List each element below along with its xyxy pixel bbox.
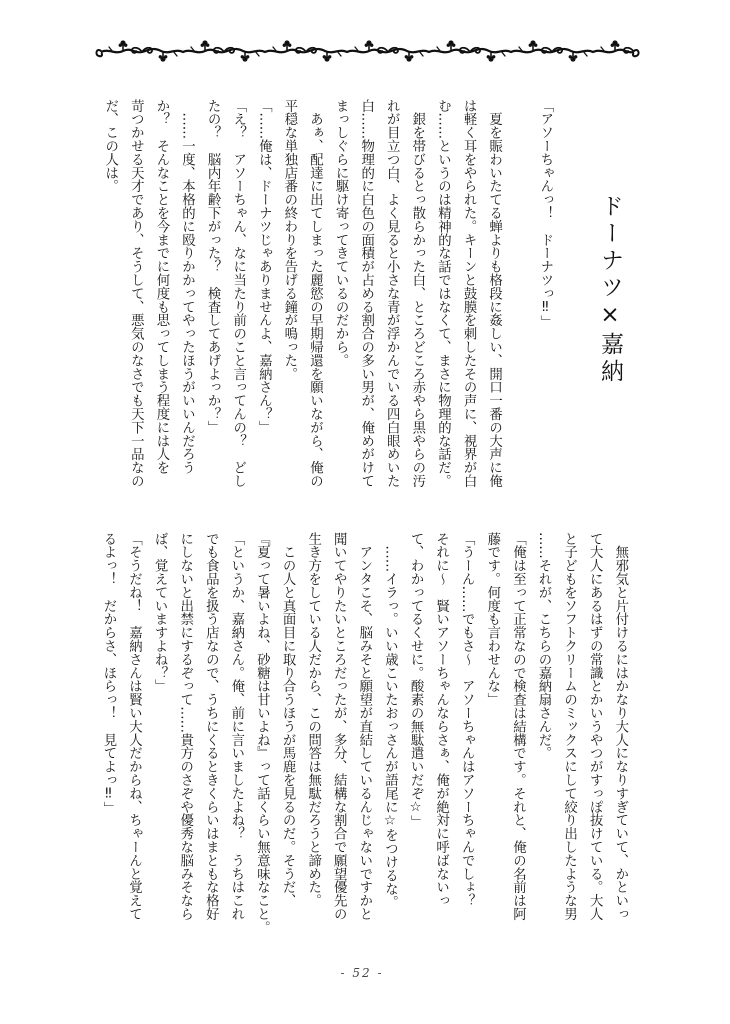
- text-column: 夏を賑わいたてる蝉よりも格段に姦しい、開口一番の大声に俺: [486, 99, 502, 488]
- text-column: 「というか、嘉納さん。俺、前に言いましたよね？ うちはこれ: [228, 532, 244, 921]
- text-column: ……それが、こちらの嘉納扇さんだ。: [536, 532, 551, 760]
- text-column-blank: [507, 99, 533, 499]
- text-column: 白……物理的に白色の面積が占める割合の多い男が、俺めがけて: [358, 99, 374, 488]
- text-column: て大人にあるはずの常識とかいうやつがすっぽ抜けている。大人: [587, 532, 603, 921]
- text-column: ……一度、本格的に殴りかかってやったほうがいいんだろう: [179, 99, 195, 475]
- text-column: ……イラっ。いい歳こいたおっさんが語尾に☆をつけるな。: [382, 532, 398, 909]
- lower-text-section: [95, 532, 633, 932]
- text-column: 聞いてやりたいところだったが、多分、結構な割合で願望優先の: [331, 532, 347, 921]
- text-column: あぁ、配達に出てしまった麗慾の早期帰還を願いながら、俺の: [307, 99, 323, 488]
- text-column: にしないと出禁にするぞって……貴方のさぞや優秀な脳みそなら: [177, 532, 193, 921]
- text-column: 『夏って暑いよね、砂糖は甘いよね』って話くらい無意味なこと。: [254, 532, 270, 934]
- text-column: るよっ！ だからさ、ほらっ！ 見てよっ‼」: [100, 532, 116, 815]
- text-column: て、わかってるくせに。酸素の無駄遣いだぞ☆」: [408, 532, 424, 829]
- text-column: たの？ 脳内年齢下がった？ 検査してあげよっか？」: [205, 99, 221, 434]
- upper-text-section: [97, 99, 558, 499]
- text-column: それに～ 賢いアソーちゃんならさぁ、俺が絶対に呼ばないっ: [433, 532, 449, 908]
- text-column: 藤です。何度も言わせんな」: [484, 532, 500, 707]
- text-column: は軽く耳をやられた。キーンと鼓膜を刺したその声に、視界が白: [461, 99, 477, 488]
- text-column: 銀を帯びるとっ散らかった白、ところどころ赤やら黒やらの汚: [409, 99, 425, 488]
- text-column: まっしぐらに駆け寄ってきているのだから。: [333, 99, 349, 367]
- text-column: でも食品を扱う店なので、うちにくるときくらいはまともな格好: [203, 532, 219, 921]
- text-column: ば、覚えていますよね？」: [152, 532, 168, 693]
- text-column: 「そうだね！ 嘉納さんは賢い大人だからね、ちゃーんと覚えて: [126, 532, 142, 921]
- story-title: ドーナツ×嘉納: [597, 194, 623, 386]
- text-column: 「俺は至って正常なので検査は結構です。それと、俺の名前は阿: [510, 532, 526, 921]
- text-column: か？ そんなことを今までに何度も思ってしまう程度には人を: [153, 99, 169, 475]
- vine-ornament-icon: [95, 37, 640, 65]
- text-column: 「え？ アソーちゃん、なに当たり前のこと言ってんの？ どし: [230, 99, 246, 488]
- text-column: れが目立つ白、よく見ると小さな青が浮かんでいる四白眼めいた: [384, 99, 400, 488]
- text-column: 「アソーちゃんっ！ ドーナツっ‼」: [537, 99, 553, 329]
- text-column: この人と真面目に取り合うほうが馬鹿を見るのだ。そうだ、: [280, 532, 296, 908]
- text-column: 無邪気と片付けるにはかなり大人になりすぎていて、かといっ: [612, 532, 628, 921]
- text-column: 平穏な単独店番の終わりを告げる鐘が鳴った。: [281, 99, 297, 381]
- text-column: 苛つかせる天才であり、そうして、悪気のなさでも天下一品なの: [128, 99, 144, 488]
- text-column: 「……俺は、ドーナツじゃありませんよ、嘉納さん？」: [256, 99, 272, 434]
- text-column: む……というのは精神的な話ではなくて、まさに物理的な話だ。: [435, 99, 451, 488]
- page-number: - 52 -: [340, 966, 384, 980]
- text-column: 生き方をしている人だから、この問答は無駄だろうと諦めた。: [305, 532, 321, 908]
- text-column: だ、この人は。: [102, 99, 118, 193]
- text-column: と子どもをソフトクリームのミックスにして絞り出したような男: [561, 532, 577, 921]
- text-column: アンタこそ、脳みそと願望が直結しているんじゃないですかと: [356, 532, 372, 921]
- text-column: 「うーん……でもさ～ アソーちゃんはアソーちゃんでしょ？: [459, 532, 475, 908]
